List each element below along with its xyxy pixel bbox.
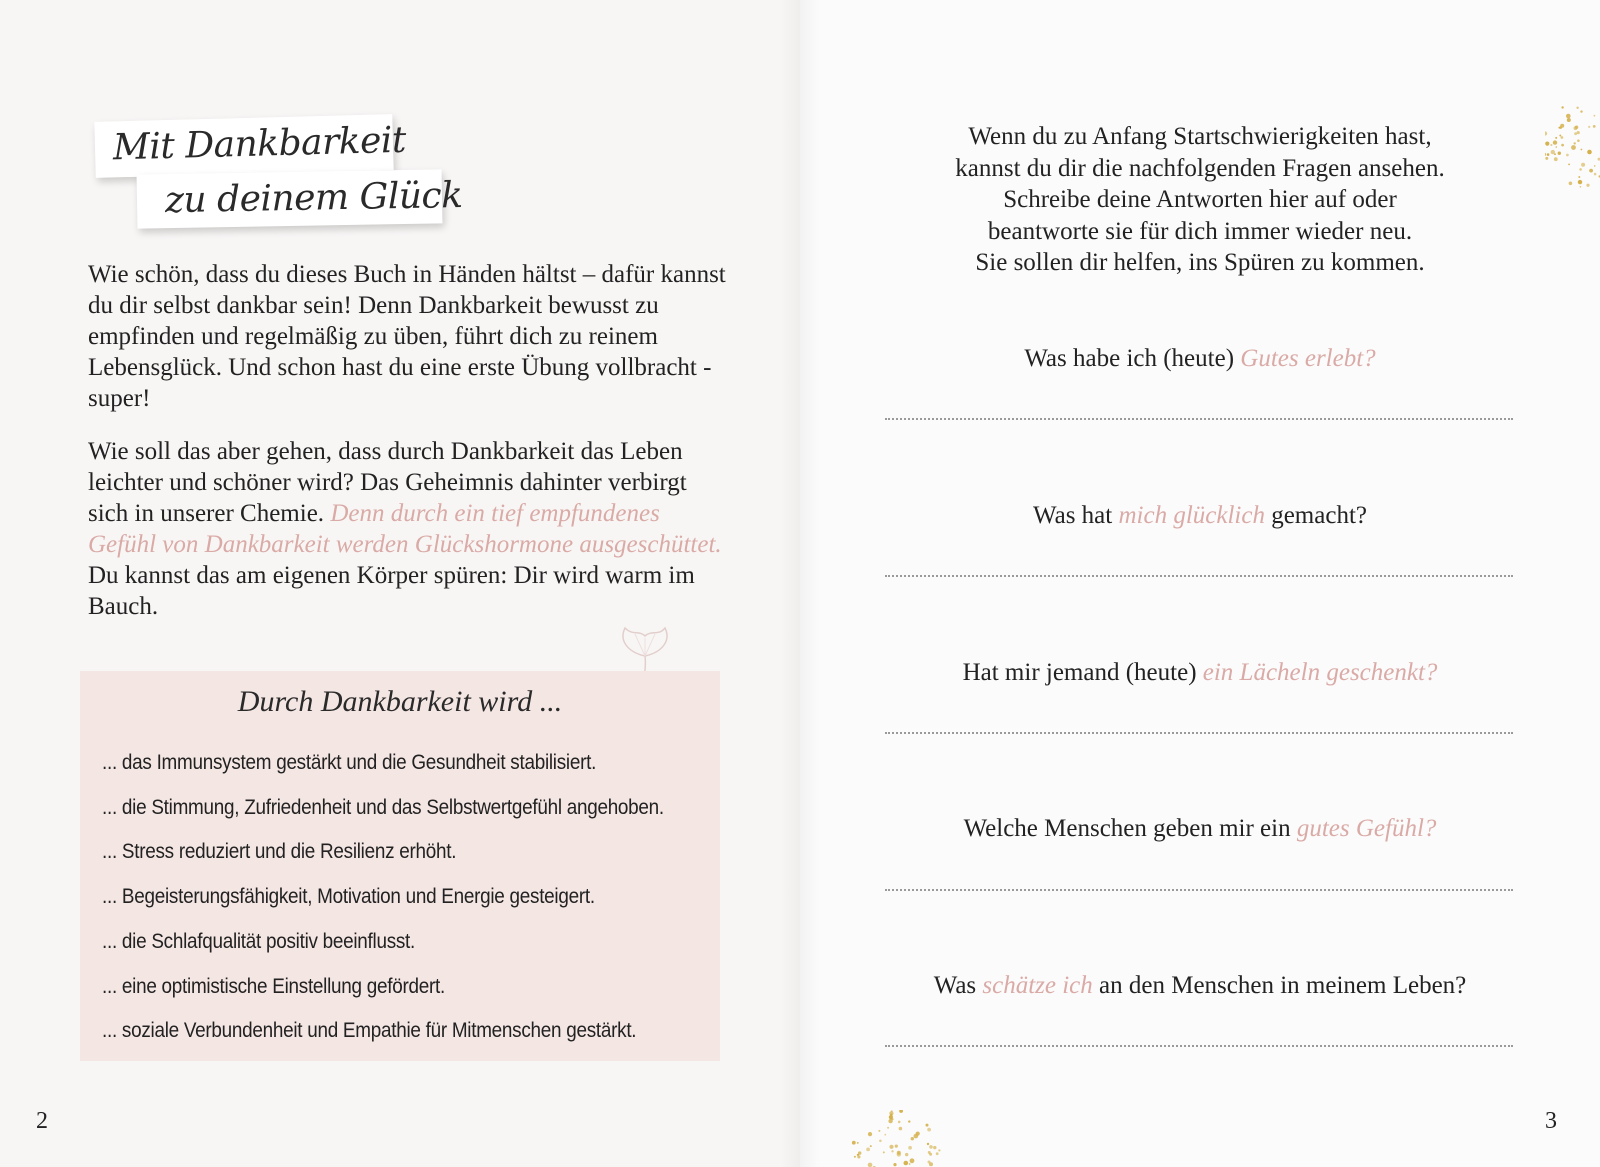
gold-dot: [891, 1114, 893, 1116]
gold-dot: [899, 1110, 903, 1113]
gold-dots-decoration-bottom: [840, 1110, 950, 1167]
gold-dot: [1579, 168, 1582, 171]
gold-dot: [1560, 124, 1564, 128]
gold-dot: [929, 1153, 932, 1156]
gold-dot: [891, 1110, 893, 1112]
question-5: [880, 972, 1520, 1000]
instructions-line: Wenn du zu Anfang Startschwierigkeiten hast,: [968, 123, 1432, 150]
benefit-item: ... eine optimistische Einstellung gefördert.: [102, 974, 445, 998]
gold-dot: [1594, 115, 1596, 117]
title-card-line2: [137, 169, 463, 228]
gold-dot: [1581, 149, 1583, 151]
gold-dot: [929, 1145, 933, 1149]
title-card-line1: [94, 114, 407, 178]
benefits-list: [102, 741, 726, 1054]
gold-dot: [1578, 176, 1580, 178]
gold-dot: [1586, 184, 1589, 187]
gold-dot: [1561, 144, 1564, 147]
gold-dot: [899, 1127, 903, 1131]
gold-dot: [870, 1145, 872, 1147]
gold-dot: [897, 1151, 901, 1155]
gold-dot: [857, 1155, 860, 1158]
gold-dots-decoration-top: [1545, 88, 1600, 198]
answer-line-2[interactable]: [885, 575, 1513, 577]
benefit-item: ... das Immunsystem gestärkt und die Gesundheit stabilisiert.: [102, 751, 597, 774]
chemistry-paragraph-start: Wie soll das aber gehen, dass durch Dankbarkeit das Leben leichter und schöner wird? Das Geheimnis dahinter verbirgt sich in unserer Chemie.: [88, 438, 687, 527]
gold-dot: [1545, 131, 1547, 135]
question-2: [880, 502, 1520, 530]
gold-dot: [1556, 146, 1558, 148]
gold-dot: [1553, 140, 1557, 144]
question-text: Was habe ich (heute): [1024, 345, 1241, 372]
gold-dot: [1580, 186, 1582, 188]
gold-dot: [1559, 135, 1561, 137]
gold-dot: [866, 1148, 870, 1152]
gold-dot: [927, 1128, 931, 1132]
gold-dot: [878, 1130, 880, 1132]
chemistry-paragraph-accent: Denn durch ein tief empfundenes Gefühl von Dankbarkeit werden Glückshormone ausgeschüttet.: [88, 500, 722, 558]
gold-dot: [1589, 169, 1593, 173]
gold-dot: [1588, 150, 1590, 152]
gold-dot: [1581, 163, 1585, 167]
gold-dot: [1578, 180, 1582, 184]
gold-dot: [1555, 137, 1557, 139]
title-line1: Mit Dankbarkeit: [112, 119, 407, 169]
gold-dot: [1545, 157, 1548, 160]
benefit-item: ... Begeisterungsfähigkeit, Motivation und Energie gesteigert.: [102, 885, 595, 909]
question-accent: ein Lächeln geschenkt?: [1202, 659, 1438, 686]
answer-line-3[interactable]: [885, 732, 1513, 734]
gold-dot: [1561, 106, 1563, 108]
gold-dot: [1545, 153, 1546, 156]
gold-dot: [911, 1137, 914, 1140]
title-line2: zu deinem Glück: [164, 174, 463, 222]
page-number-right: 3: [1545, 1108, 1557, 1134]
instructions-line: Sie sollen dir helfen, ins Spüren zu kommen.: [975, 249, 1425, 276]
page-number-left: 2: [36, 1108, 48, 1134]
gold-dot: [1588, 126, 1590, 128]
gold-dot: [891, 1150, 893, 1152]
gold-dot: [1545, 142, 1549, 146]
gold-dot: [1558, 127, 1560, 129]
benefit-item: ... Stress reduziert und die Resilienz erhöht.: [102, 840, 457, 864]
gold-dot: [889, 1145, 893, 1149]
gold-dot: [1574, 132, 1577, 135]
gold-dot: [868, 1163, 873, 1167]
question-accent: Gutes erlebt?: [1240, 345, 1376, 372]
gold-dot: [1561, 136, 1564, 139]
benefit-item: ... soziale Verbundenheit und Empathie für Mitmenschen gestärkt.: [102, 1019, 637, 1043]
gold-dot: [1574, 126, 1578, 130]
gold-dot: [905, 1153, 908, 1156]
gold-dot: [1566, 154, 1569, 157]
gold-dot: [908, 1120, 910, 1122]
question-text: Welche Menschen geben mir ein: [963, 815, 1297, 842]
gold-dot: [914, 1134, 919, 1139]
gold-dot: [908, 1146, 912, 1150]
gold-dot: [1568, 164, 1570, 166]
gold-dot: [883, 1151, 885, 1153]
instructions-text: [900, 121, 1500, 279]
instructions-line: kannst du dir die nachfolgenden Fragen ansehen.: [955, 154, 1445, 182]
gold-dot: [854, 1156, 856, 1158]
gold-dot: [1547, 153, 1550, 156]
chemistry-paragraph: [88, 436, 728, 622]
benefit-item: ... die Stimmung, Zufriedenheit und das Selbstwertgefühl angehoben.: [102, 795, 664, 819]
gold-dot: [938, 1149, 940, 1151]
gold-dot: [1554, 157, 1558, 161]
question-1: [880, 345, 1520, 373]
gold-dot: [904, 1161, 909, 1166]
gold-dot: [893, 1163, 896, 1166]
question-text-end: gemacht?: [1264, 502, 1367, 529]
benefits-heading: Durch Dankbarkeit wird ...: [237, 685, 563, 718]
gold-dot: [927, 1143, 929, 1145]
gold-dot: [1593, 125, 1596, 128]
gold-dot: [926, 1124, 929, 1127]
gold-dot: [852, 1141, 856, 1145]
gold-dot: [1569, 182, 1573, 186]
question-accent: gutes Gefühl?: [1296, 815, 1437, 842]
gold-dot: [1550, 144, 1552, 146]
question-text-end: an den Menschen in meinem Leben?: [1092, 972, 1467, 999]
chemistry-paragraph-end: Du kannst das am eigenen Körper spüren: Dir wird warm im Bauch.: [88, 562, 695, 620]
benefits-box: [80, 671, 720, 1061]
gold-dot: [1558, 152, 1561, 155]
gold-dot: [910, 1158, 915, 1163]
gold-dot: [884, 1134, 886, 1136]
book-spine-shadow: [780, 0, 820, 1167]
answer-line-4[interactable]: [885, 889, 1513, 891]
gold-dot: [1551, 150, 1555, 154]
gold-dot: [1566, 114, 1571, 119]
benefit-item: ... die Schlafqualität positiv beeinflusst.: [102, 929, 416, 953]
gold-dot: [1571, 145, 1576, 150]
gold-dot: [1594, 173, 1597, 176]
intro-paragraph: Wie schön, dass du dieses Buch in Händen hältst – dafür kannst du dir selbst dankbar sein! Denn Dankbarkeit bewusst zu empfinden und regelmäßig zu üben, führt dich zu reinem Lebensglück. Und schon hast du eine erste Übung vollbracht - super!: [88, 261, 726, 412]
gold-dot: [879, 1140, 882, 1143]
answer-line-5[interactable]: [885, 1045, 1513, 1047]
question-accent: mich glücklich: [1118, 502, 1265, 529]
gold-dot: [909, 1163, 911, 1165]
gold-dot: [928, 1161, 931, 1164]
question-text: Was: [933, 972, 983, 999]
question-3: [880, 659, 1520, 687]
answer-line-1[interactable]: [885, 418, 1513, 420]
instructions-line: beantworte sie für dich immer wieder neu.: [987, 217, 1413, 245]
gold-dot: [887, 1127, 889, 1129]
gold-dot: [898, 1121, 901, 1124]
gold-dot: [1574, 142, 1576, 144]
gold-dot: [933, 1146, 936, 1149]
gold-dot: [1576, 107, 1578, 109]
instructions-line: Schreibe deine Antworten hier auf oder: [1003, 186, 1397, 213]
question-4: [880, 815, 1520, 843]
gold-dot: [857, 1142, 859, 1144]
gold-dot: [868, 1132, 872, 1136]
question-text: Was hat: [1033, 502, 1119, 529]
gold-dot: [895, 1145, 898, 1148]
question-text: Hat mir jemand (heute): [962, 659, 1203, 686]
gold-dot: [1577, 139, 1580, 142]
question-accent: schätze ich: [982, 972, 1093, 999]
gold-dot: [1567, 118, 1571, 122]
gold-dot: [1577, 131, 1580, 134]
gold-dot: [1580, 110, 1582, 112]
gold-dot: [1594, 165, 1596, 167]
gold-dot: [936, 1152, 939, 1155]
